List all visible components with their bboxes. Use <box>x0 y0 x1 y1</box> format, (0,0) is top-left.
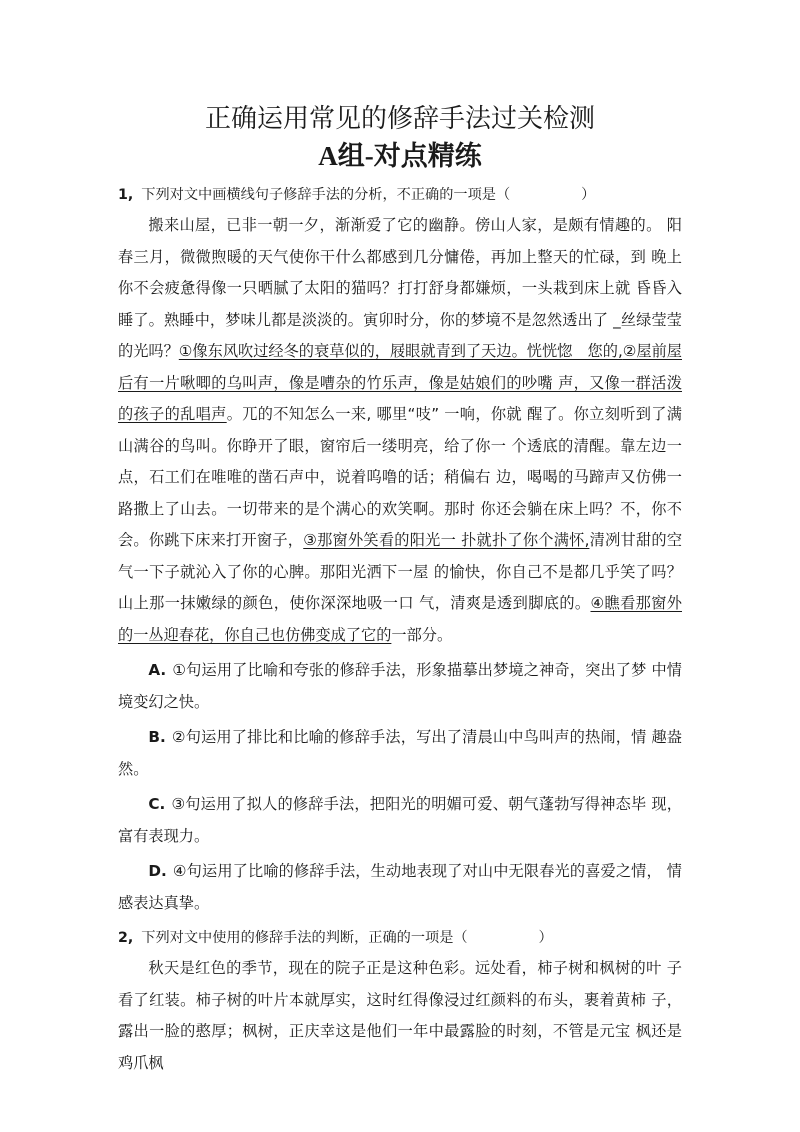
option-b <box>118 721 682 785</box>
underlined-sentence-4: ④瞧看那窗外的一丛迎春花，你自己也仿佛变成了它的 <box>118 594 682 644</box>
question-1-text: 下列对文中画横线句子修辞手法的分析，不正确的一项是（ ） <box>141 187 596 203</box>
option-b-letter: B. <box>148 728 166 746</box>
question-2-text: 下列对文中使用的修辞手法的判断，正确的一项是（ ） <box>141 930 553 946</box>
option-a-letter: A. <box>148 661 167 679</box>
passage-text-1: 搬来山屋，已非一朝一夕，渐渐爱了它的幽静。傍山人家，是颇有情趣的。 阳春三月，微微煦暖的天气使你干什么都感到几分慵倦，再加上整天的忙碌，到 晚上你不会疲惫得像一只晒腻了太阳的猫吗？打打舒身都嫌烦，一头栽到床上就 昏昏入睡了。熟睡中，梦味儿都是淡淡的。寅卯时分，你的梦境不是忽然透出了 _丝绿莹莹的光吗？ <box>118 216 682 360</box>
underlined-sentence-3: ③那窗外笑看的阳光一 扑就扑了你个满怀, <box>303 531 590 549</box>
option-c <box>118 788 682 852</box>
question-2-stem <box>118 923 682 953</box>
option-c-text: ③句运用了拟人的修辞手法，把阳光的明媚可爱、朝气蓬勃写得神态毕 现，富有表现力。 <box>118 795 682 845</box>
option-d-letter: D. <box>148 862 167 880</box>
passage-text-4: 一部分。 <box>391 625 453 644</box>
option-a-text: ①句运用了比喻和夸张的修辞手法，形象描摹出梦境之神奇，突出了梦 中情境变幻之快。 <box>118 661 682 711</box>
document-title: 正确运用常见的修辞手法过关检测 <box>204 104 595 134</box>
question-1-passage <box>118 210 682 651</box>
option-a <box>118 654 682 718</box>
underlined-sentence-2: ②屋前屋后有一片啾唧的乌叫声，像是嘈杂的竹乐声，像是姑娘们的吵嘴 声，又像一群活泼的孩子的乱唱声 <box>118 342 682 423</box>
underlined-sentence-1: ①像东风吹过经冬的衰草似的，屐眼就青到了天边。恍恍惚 您的, <box>178 342 623 360</box>
question-2-number: 2, <box>118 930 134 946</box>
question-1-stem <box>118 180 682 210</box>
document-subtitle: A组-对点精练 <box>318 141 482 171</box>
question-2-passage: 秋天是红色的季节，现在的院子正是这种色彩。远处看，柿子树和枫树的叶 子看了红装。柿子树的叶片本就厚实，这时红得像浸过红颜料的布头，裹着黄柿 子，露出一脸的憨厚；枫树，正庆幸这是他们一年中最露脸的时刻，不管是元宝 枫还是鸡爪枫 <box>118 959 682 1072</box>
option-c-letter: C. <box>148 795 166 813</box>
passage-text-2: 。兀的不知怎么一来, 哪里“吱” 一响，你就 醒了。你立刻听到了满山满谷的鸟叫。你睁开了眼，窗帘后一缕明亮，给了你一 个透底的清醒。靠左边一点，石工们在唯唯的凿石声中，说着呜噜的话；稍偏右 边，喝喝的马蹄声又仿佛一路撒上了山去。一切带来的是个满心的欢笑啊。那时 你还会躺在床上吗？不，你不会。你跳下床来打开窗子， <box>118 405 682 549</box>
question-1-number: 1, <box>118 187 134 203</box>
option-d <box>118 855 682 919</box>
option-b-text: ②句运用了排比和比喻的修辞手法，写出了清晨山中鸟叫声的热闹，情 趣盎然。 <box>118 728 682 778</box>
passage-text-3: 清冽甘甜的空气一下子就沁入了你的心脾。那阳光洒下一屋 的愉快，你自己不是都几乎笑了吗？山上那一抹嫩绿的颜色，使你深深地吸一口 气，清爽是透到脚底的。 <box>118 531 683 612</box>
option-d-text: ④句运用了比喻的修辞手法，生动地表现了对山中无限春光的喜爱之情， 情感表达真挚。 <box>118 862 682 912</box>
